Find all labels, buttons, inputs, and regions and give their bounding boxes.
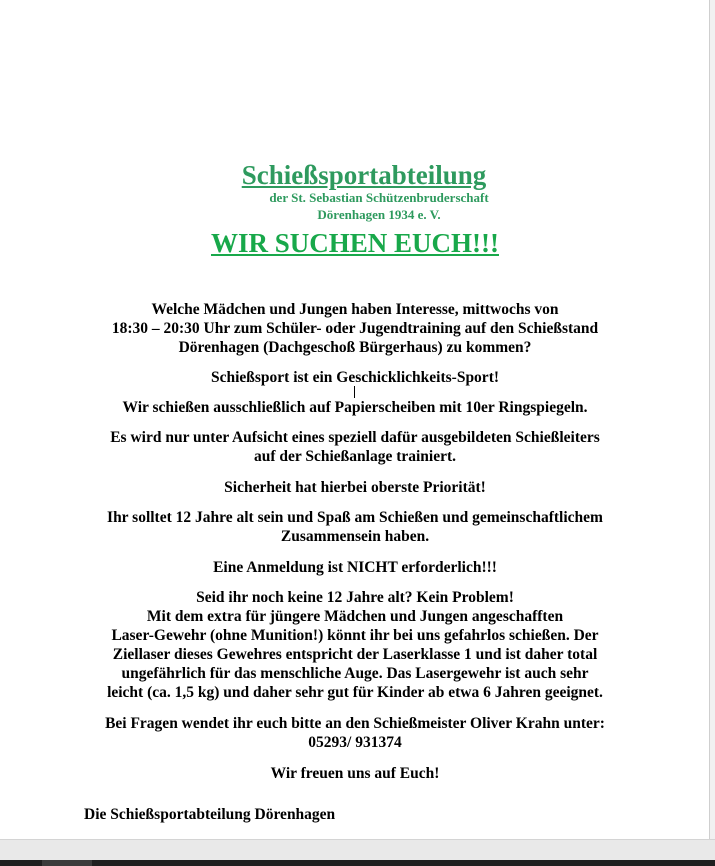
body-line: leicht (ca. 1,5 kg) und daher sehr gut für Kinder ab etwa 6 Jahren geeignet.: [107, 684, 603, 701]
document-title: Schießsportabteilung: [241, 160, 487, 190]
body-line: Welche Mädchen und Jungen haben Interesse, mittwochs von: [151, 301, 559, 318]
body-line: Bei Fragen wendet ihr euch bitte an den Schießmeister Oliver Krahn unter:: [105, 715, 605, 732]
body-line: Ziellaser dieses Gewehres entspricht der Laserklasse 1 und ist daher total: [112, 646, 598, 663]
body-line: Wir schießen ausschließlich auf Papierscheiben mit 10er Ringspiegeln.: [122, 399, 588, 416]
text-cursor: [354, 386, 355, 398]
subtitle-club-place: Dörenhagen 1934 e. V.: [317, 207, 441, 222]
signature-line: Die Schießsportabteilung Dörenhagen: [84, 806, 336, 823]
taskbar: [0, 860, 715, 866]
body-line: ungefährlich für das menschliche Auge. Das Lasergewehr ist auch sehr: [121, 665, 589, 682]
body-line: Ihr solltet 12 Jahre alt sein und Spaß am Schießen und gemeinschaftlichem: [107, 509, 603, 526]
body-line: Mit dem extra für jüngere Mädchen und Jungen angeschafften: [146, 608, 564, 625]
taskbar-item[interactable]: [42, 860, 92, 866]
body-line: 05293/ 931374: [308, 734, 402, 751]
body-line: Dörenhagen (Dachgeschoß Bürgerhaus) zu kommen?: [178, 339, 532, 356]
body-line: Eine Anmeldung ist NICHT erforderlich!!!: [213, 559, 497, 576]
body-line: 18:30 – 20:30 Uhr zum Schüler- oder Jugendtraining auf den Schießstand: [111, 320, 599, 337]
body-line: Seid ihr noch keine 12 Jahre alt? Kein Problem!: [196, 589, 514, 606]
body-line: Schießsport ist ein Geschicklichkeits-Sport!: [210, 369, 500, 386]
status-area: [0, 839, 715, 860]
slogan-heading: WIR SUCHEN EUCH!!!: [210, 228, 499, 258]
body-line: Es wird nur unter Aufsicht eines speziell dafür ausgebildeten Schießleiters: [110, 429, 600, 446]
body-line: Wir freuen uns auf Euch!: [270, 765, 440, 782]
subtitle-club-name: der St. Sebastian Schützenbruderschaft: [269, 190, 489, 205]
vertical-scrollbar[interactable]: [709, 0, 715, 839]
body-line: Sicherheit hat hierbei oberste Priorität!: [224, 479, 486, 496]
body-line: auf der Schießanlage trainiert.: [253, 448, 457, 465]
body-line: Zusammensein haben.: [280, 528, 430, 545]
body-line: Laser-Gewehr (ohne Munition!) könnt ihr bei uns gefahrlos schießen. Der: [111, 627, 599, 644]
